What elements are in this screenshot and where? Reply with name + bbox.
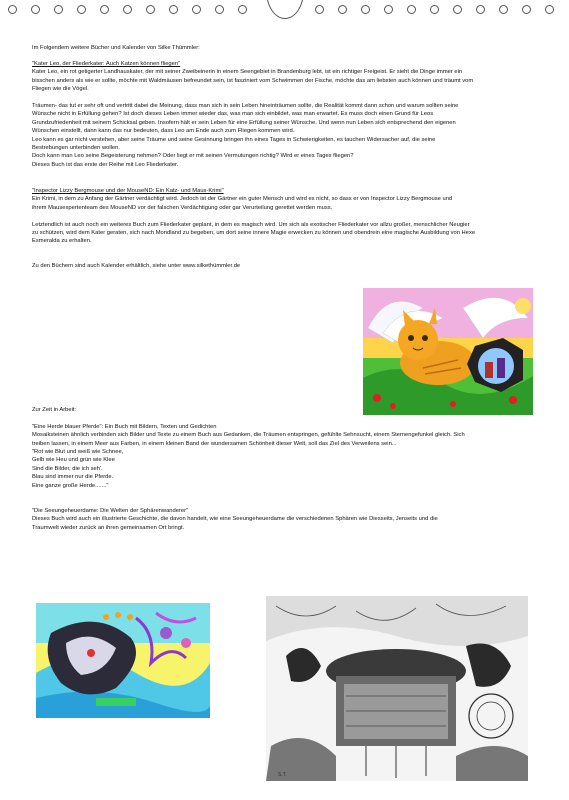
intro-block bbox=[32, 44, 537, 52]
poem-line: "Rot wie Blut und weiß wie Schnee, bbox=[32, 449, 124, 456]
ink-sketch-illustration bbox=[266, 596, 528, 781]
book1-line: Leo kann es gar nicht verstehen, aber seine Träume und seine Gesinnung bringen ihn eines Tages in Schwierigkeiten, es tauchen Widersacher auf, die seine bbox=[32, 136, 436, 143]
binding-ring bbox=[499, 5, 508, 14]
poem-line: Blau sind immer nur die Pferde. bbox=[32, 474, 114, 481]
binding-ring bbox=[215, 5, 224, 14]
binding-ring bbox=[31, 5, 40, 14]
binding-ring bbox=[384, 5, 393, 14]
book1-line: Doch kann man Leo seine Begeisterung nehmen? Oder liegt er mit seinen Vermutungen richtig? Wird er eines Tages fliegen? bbox=[32, 153, 354, 160]
project2-line: Dieses Buch wird auch ein illustrierte Geschichte, die davon handelt, wie eine Seeungeheuerdame die verschiedenen Sphären wie Diesseits, Jenseits und die bbox=[32, 516, 438, 523]
binding-ring bbox=[315, 5, 324, 14]
poem-line: Gelb wie Heu und grün wie Klee bbox=[32, 457, 115, 464]
binding-ring bbox=[453, 5, 462, 14]
book1-line: Wünschen einstellt, dann kann das nur bedeuten, dass Leo am Ende auch zum Fliegen kommen wird. bbox=[32, 128, 295, 135]
book1-line: bisschen anders als wie er sollte, möchte mit Waldmäusen befreundet sein, ist fasziniert vom Schwimmen der Fische, möchte das am liebsten auch können und träumt vom bbox=[32, 77, 474, 84]
book1-block bbox=[32, 60, 537, 169]
binding-ring bbox=[192, 5, 201, 14]
project2-line: Traumwelt wieder zurück an ihren gemeinsamen Ort bringt. bbox=[32, 524, 185, 531]
binding-ring bbox=[407, 5, 416, 14]
colorful-creature-illustration bbox=[36, 603, 210, 718]
book1-title: "Kater Leo, der Fliederkater: Auch Katzen können fliegen" bbox=[32, 61, 181, 67]
project1-title: "Eine Herde blauer Pferde": Ein Buch mit Bildern, Texten und Gedichten bbox=[32, 423, 217, 430]
poem-line: Eine ganze große Herde......." bbox=[32, 482, 109, 489]
book1-line: Träumen- das tut er sehr oft und vertritt dabei die Meinung, dass man sich in sein Leben hineinträumen sollte, die Realität kommt dann schon und warum sollten seine bbox=[32, 103, 459, 110]
work-heading: Zur Zeit in Arbeit: bbox=[32, 407, 77, 413]
binding-ring bbox=[338, 5, 347, 14]
binding-ring bbox=[8, 5, 17, 14]
sketch-signature: S.T. bbox=[278, 772, 287, 778]
calendar-hanger bbox=[266, 0, 304, 19]
project2-title: "Die Seeungeheuerdame: Die Welten der Sphärenwanderer" bbox=[32, 507, 189, 514]
book2-line: Letztendlich ist auch noch ein weiteres Buch zum Fliederkater geplant, in dem es magisch wird. Um sich als exotischer Fliederkater vor allzu großer, menschlicher Neugier bbox=[32, 221, 470, 228]
binding-ring bbox=[100, 5, 109, 14]
binding-ring bbox=[476, 5, 485, 14]
book1-line: Fliegen wie die Vögel. bbox=[32, 86, 89, 93]
book1-line: Bestrebungen unterbinden wollen. bbox=[32, 145, 120, 152]
binding-ring bbox=[123, 5, 132, 14]
binding-ring bbox=[430, 5, 439, 14]
calendar-note-block bbox=[32, 262, 537, 270]
book1-line: Dieses Buch ist das erste der Reihe mit Leo Fliederkater. bbox=[32, 161, 179, 168]
calendar-note: Zu den Büchern sind auch Kalender erhältlich, siehe unter www.silkethümmler.de bbox=[32, 263, 241, 269]
binding-ring bbox=[238, 5, 247, 14]
binding-ring bbox=[77, 5, 86, 14]
book1-line: Kater Leo, ein rot getigerter Landhauskater, der mit seiner Zweibeinerin in einem Seengebiet in Brandenburg lebt, ist ein richtiger Freigeist. Er sieht die Dinge immer ein bbox=[32, 69, 463, 76]
intro-text: Im Folgendem weitere Bücher und Kalender von Silke Thümmler: bbox=[32, 45, 200, 51]
project1-line: Mosaiksteinen ähnlich verbinden sich Bilder und Texte zu einem Buch aus Gedanken, die Träumen entspringen, gefühlte Sehnsucht, einem Sternengefunkel gleich. Sich bbox=[32, 432, 465, 439]
project1-line: treiben lassen, in einem Meer aus Farben, in einem kleinen Band der wundersamen Schönheit dieser Welt, soll das Ziel des Verweilens sein... bbox=[32, 440, 397, 447]
ink-sketch-image bbox=[266, 596, 528, 781]
book2-line: Ein Krimi, in dem zu Anfang der Gärtner verdächtigt wird. Jedoch ist der Gärtner ein guter Mensch und wird es nicht, so dass er von Inspector Lizzy Bergmouse und bbox=[32, 196, 453, 203]
book1-line: Grundzufriedenheit mit seinem Schicksal geben. Insofern hält er sein Leben für eine Erfüllung seiner Wünsche. Und wenn nun Leben sich entsprechend den eigenen bbox=[32, 119, 456, 126]
work-block bbox=[32, 406, 537, 532]
colorful-creature-image bbox=[36, 603, 210, 718]
calendar-binding bbox=[0, 3, 569, 17]
book2-line: Esmeralda zu erhalten. bbox=[32, 238, 92, 245]
binding-ring bbox=[522, 5, 531, 14]
poem-line: Sind die Bilder, die ich seh'. bbox=[32, 465, 103, 472]
binding-ring bbox=[146, 5, 155, 14]
binding-ring bbox=[54, 5, 63, 14]
binding-ring bbox=[361, 5, 370, 14]
binding-ring bbox=[545, 5, 554, 14]
book2-block bbox=[32, 187, 537, 246]
book2-line: ihrem Mausexpertenteam des MouseND vor der falschen Verdächtigung oder gar Verurteilung gerettet werden muss. bbox=[32, 204, 333, 211]
flying-cat-image bbox=[363, 288, 533, 415]
binding-ring bbox=[169, 5, 178, 14]
book1-line: Wünsche nicht in Erfüllung gehen? Ist doch dieses Leben immer wieder das, was man sich einbildet, was man erwartet. Es muss doch einen Grund für Leos bbox=[32, 111, 434, 118]
book2-title: "Inspector Lizzy Bergmouse und der MouseND: Ein Katz- und Maus-Krimi" bbox=[32, 188, 224, 194]
book2-line: zu schützen, wird dem Kater geraten, sich nach Mondland zu begeben, um dort seine innere Magie erwecken zu können und obendrein eine magische Ausbildung von Hexe bbox=[32, 230, 476, 237]
flying-cat-illustration bbox=[363, 288, 533, 415]
